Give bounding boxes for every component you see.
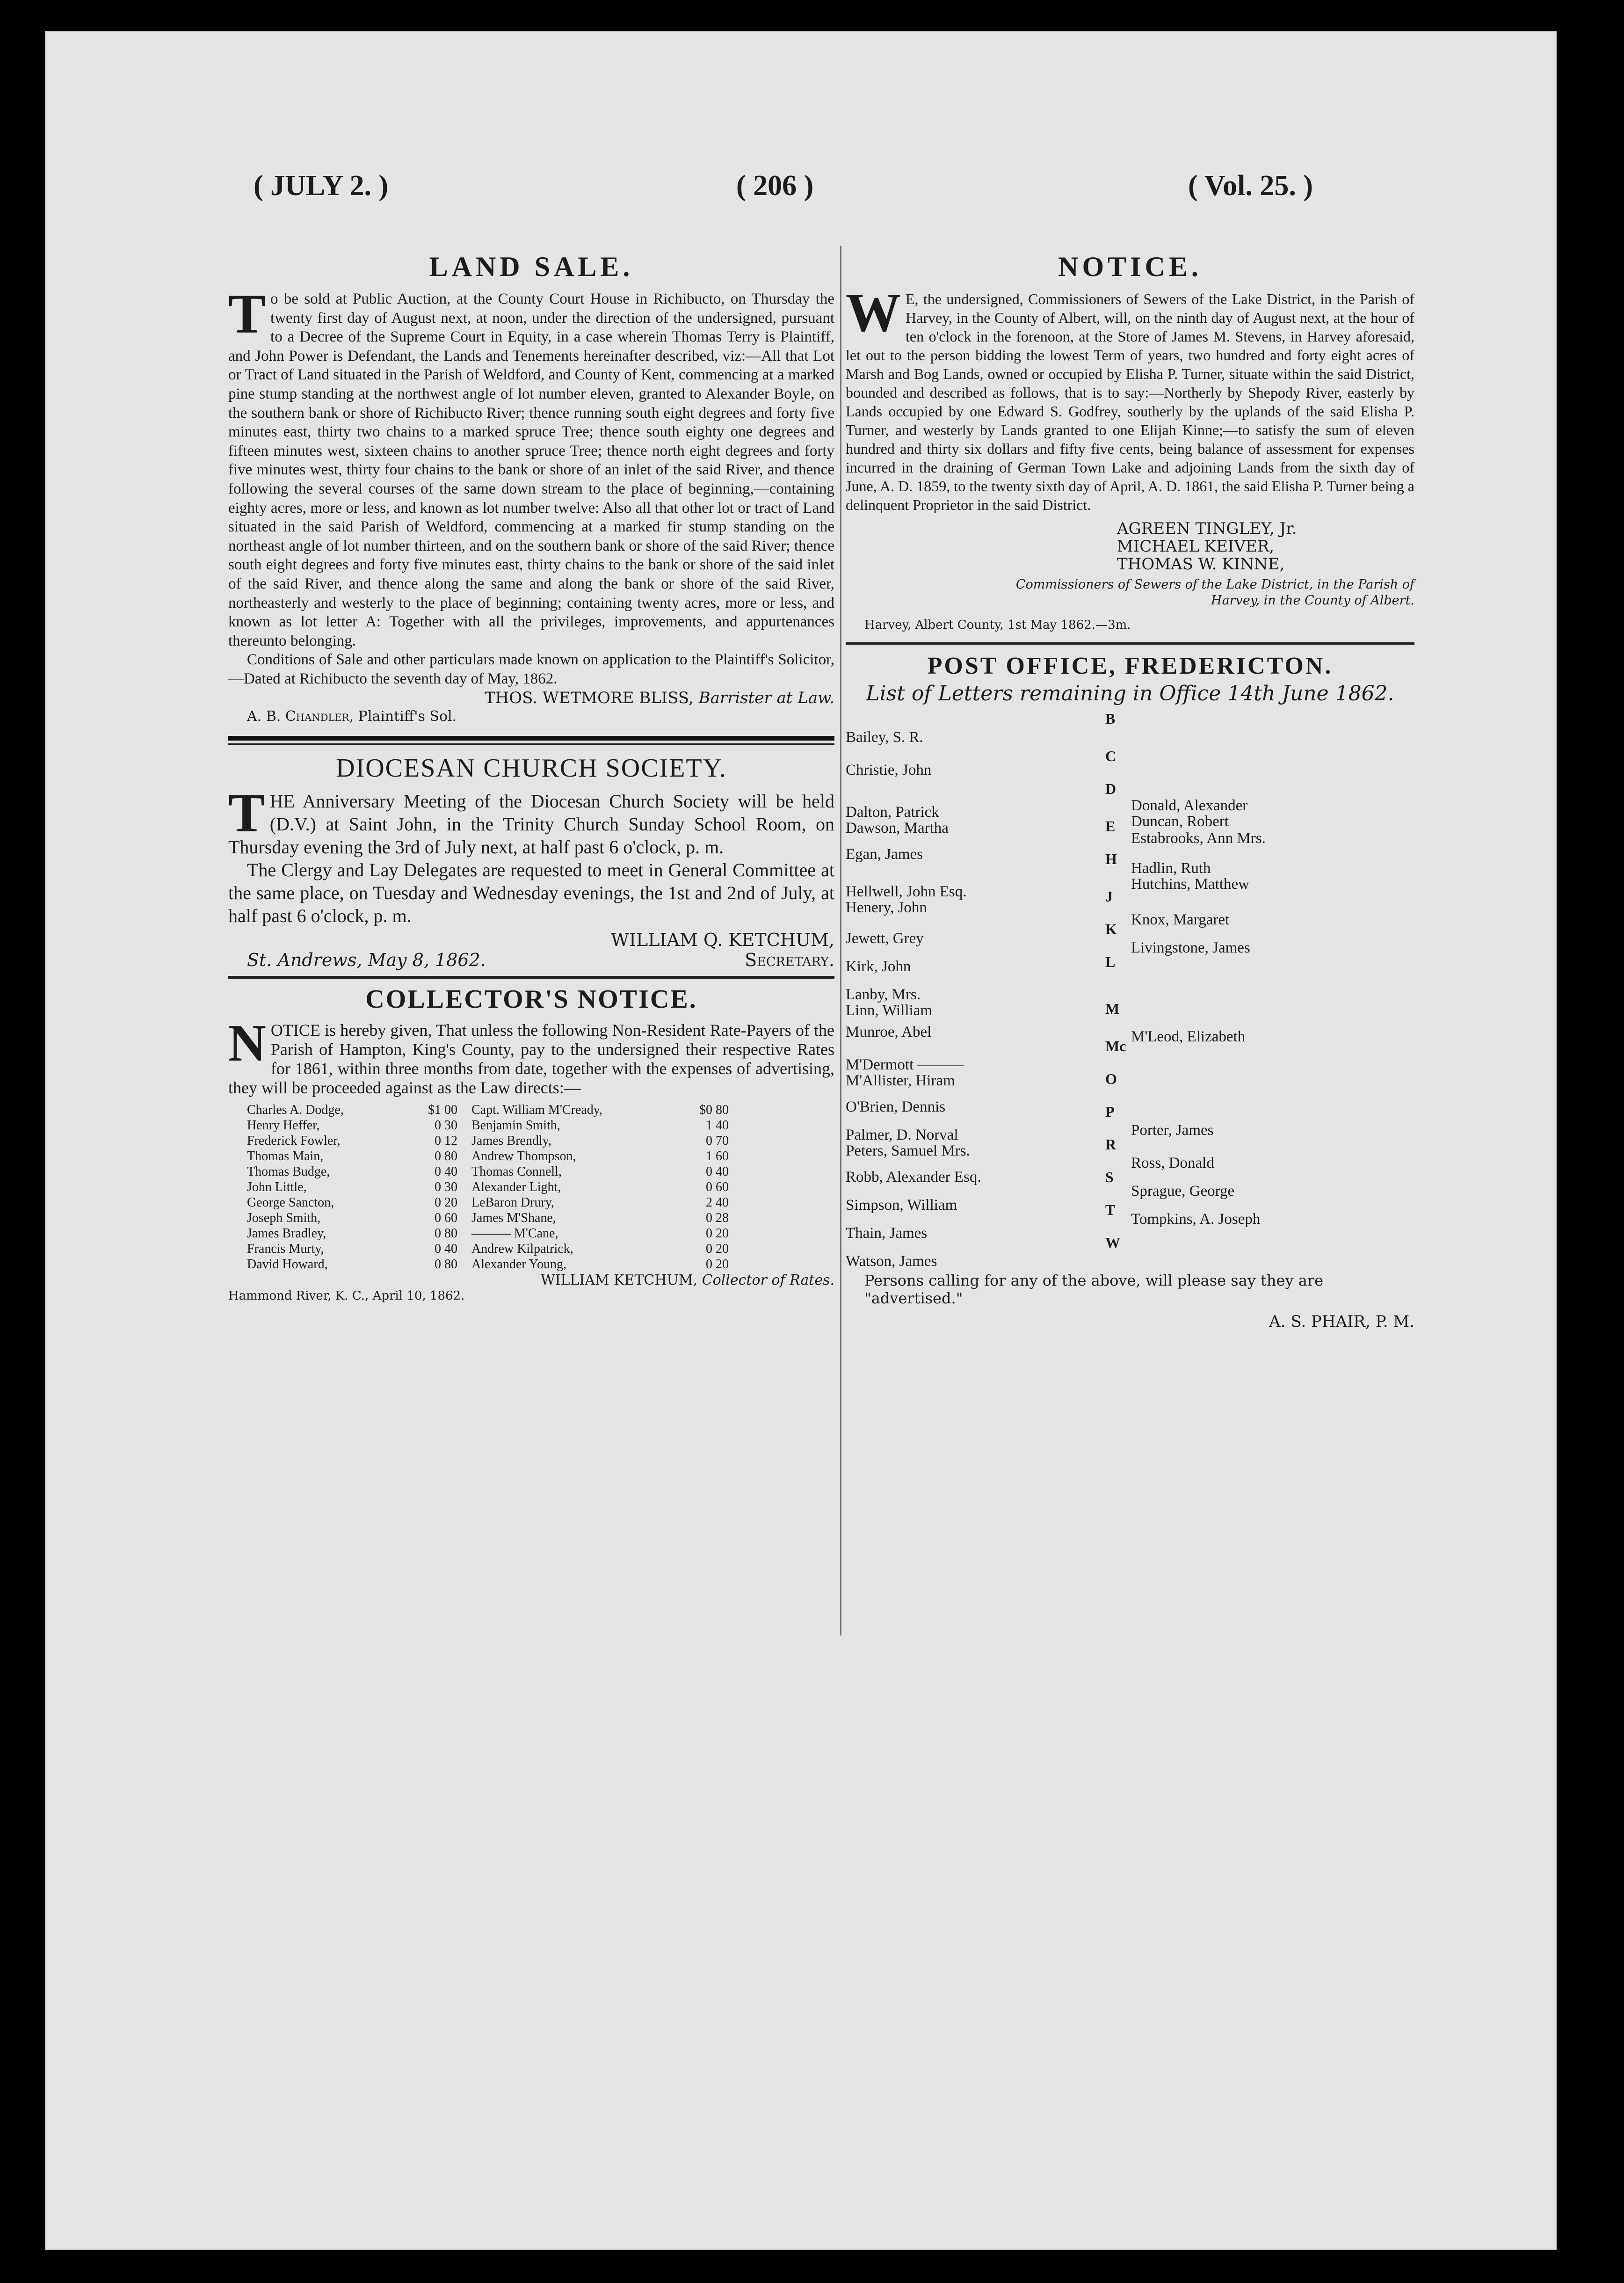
collector-signer: WILLIAM KETCHUM, [540, 1272, 698, 1289]
ratepayer-amount: 0 80 [435, 1149, 457, 1164]
ratepayer-amount: 0 20 [706, 1257, 729, 1272]
ratepayer-amount: 0 80 [435, 1226, 457, 1241]
addressee-name: O'Brien, Dennis [846, 1098, 946, 1115]
diocesan-signer: WILLIAM Q. KETCHUM, [610, 930, 834, 951]
land-sale-signer: THOS. WETMORE BLISS, [484, 689, 694, 708]
ratepayer-name: Andrew Thompson, [471, 1149, 576, 1164]
ratepayer-amount: 0 20 [435, 1195, 457, 1210]
ratepayer-row [247, 1118, 729, 1133]
post-office-section [846, 652, 1414, 1331]
ratepayer-name: David Howard, [247, 1257, 328, 1272]
letter-heading: P [1105, 1103, 1115, 1120]
land-sale-dropcap: T [228, 283, 266, 345]
ratepayer-row [247, 1226, 729, 1241]
ratepayer-name: LeBaron Drury, [471, 1195, 555, 1210]
notice-body: E, the undersigned, Commissioners of Sewers of the Lake District, in the Parish of Harvey, in the County of Albert, will, on the ninth day of August next, at the hour of ten o'clock in the forenoon, at the Store of James M. Stevens, in Harvey aforesaid, let out to the person bidding the lowest Term of years, two hundred and forty eight acres of Marsh and Bog Lands, owned or occupied by Elisha P. Turner, situate within the said District, bounded and described as follows, that is to say:—Northerly by Shepody River, easterly by Lands occupied by one Edward S. Godfrey, southerly by the uplands of the said Elisha P. Turner, and westerly by Lands granted to one Elijah Kinne;—to satisfy the sum of eleven hundred and thirty six dollars and fifty five cents, being balance of assessment for expenses incurred in the draining of German Town Lake and adjoining Lands from the sixth day of June, A. D. 1859, to the twenty sixth day of April, A. D. 1861, the said Elisha P. Turner being a delinquent Proprietor in the said District. [846, 291, 1414, 513]
collector-body: OTICE is hereby given, That unless the following Non-Resident Rate-Payers of the Parish of Hampton, King's County, pay to the undersigned their respective Rates for 1861, within three months from date, together with the expenses of advertising, they will be proceeded against as the Law directs:— [228, 1021, 834, 1098]
header-date: ( JULY 2. ) [254, 170, 389, 202]
addressee-name: Hutchins, Matthew [1131, 876, 1249, 893]
ratepayer-amount: 1 40 [706, 1118, 729, 1133]
letter-heading: M [1105, 1000, 1120, 1017]
land-sale-signer-title: Barrister at Law. [698, 689, 834, 708]
ratepayer-name: Capt. William M'Cready, [471, 1103, 602, 1118]
addressee-name: Porter, James [1131, 1122, 1214, 1139]
addressee-name: Lanby, Mrs. [846, 986, 921, 1003]
section-divider-thin [228, 743, 834, 745]
letter-heading: J [1105, 888, 1113, 905]
ratepayer-amount: 0 70 [706, 1134, 729, 1149]
addressee-name: Sprague, George [1131, 1183, 1235, 1200]
letter-heading: C [1105, 748, 1116, 764]
column-divider [840, 246, 841, 1636]
collector-dropcap: N [228, 1014, 266, 1073]
ratepayer-amount: 0 30 [435, 1180, 457, 1195]
addressee-name: Jewett, Grey [846, 930, 924, 947]
addressee-name: Egan, James [846, 846, 923, 863]
addressee-name: Ross, Donald [1131, 1155, 1214, 1171]
addressee-name: Livingstone, James [1131, 939, 1250, 956]
addressee-name: Munroe, Abel [846, 1024, 932, 1040]
addressee-name: Henery, John [846, 899, 927, 916]
addressee-name: Palmer, D. Norval [846, 1127, 958, 1143]
letter-heading: B [1105, 710, 1116, 727]
addressee-name: M'Allister, Hiram [846, 1072, 955, 1089]
ratepayer-amount: 2 40 [706, 1195, 729, 1210]
notice-dropcap: W [846, 282, 901, 343]
ratepayer-name: James Brendly, [471, 1134, 551, 1149]
addressee-name: M'Leod, Elizabeth [1131, 1028, 1246, 1045]
ratepayer-name: Thomas Main, [247, 1149, 324, 1164]
section-divider [228, 736, 834, 741]
ratepayer-amount: 0 40 [435, 1242, 457, 1257]
addressee-name: Simpson, William [846, 1197, 957, 1214]
ratepayer-name: James Bradley, [247, 1226, 326, 1241]
addressee-name: Duncan, Robert [1131, 813, 1229, 830]
ratepayer-amount: 0 60 [706, 1180, 729, 1195]
addressee-name: Thain, James [846, 1225, 928, 1242]
notice-commission: Commissioners of Sewers of the Lake District, in the Parish of Harvey, in the County of Albert. [1015, 577, 1414, 608]
letter-heading: L [1105, 953, 1116, 970]
notice-signer-2: MICHAEL KEIVER, [1117, 537, 1275, 556]
left-column [228, 251, 834, 1303]
land-sale-title: LAND SALE. [429, 251, 634, 282]
notice-section [846, 251, 1414, 632]
right-column [846, 251, 1414, 1331]
ratepayer-row [247, 1133, 729, 1149]
land-sale-conditions: Conditions of Sale and other particulars made known on application to the Plaintiff's Solicitor,—Dated at Richibucto the seventh day of May, 1862. [228, 651, 834, 687]
newspaper-page [45, 31, 1557, 2250]
diocesan-dropcap: T [228, 782, 265, 844]
ratepayer-row [247, 1149, 729, 1164]
ratepayer-row [247, 1195, 729, 1210]
addressee-name: Estabrooks, Ann Mrs. [1131, 830, 1266, 847]
addressee-name: Dalton, Patrick [846, 804, 939, 821]
ratepayer-name: Andrew Kilpatrick, [471, 1242, 573, 1257]
addressee-name: Kirk, John [846, 958, 911, 975]
land-sale-signature [228, 688, 834, 708]
ratepayer-amount: 0 20 [706, 1226, 729, 1241]
ratepayer-name: Alexander Young, [471, 1257, 566, 1272]
addressee-name: Christie, John [846, 762, 932, 778]
ratepayer-name: James M'Shane, [471, 1211, 556, 1226]
diocesan-place: St. Andrews, May 8, 1862. [247, 950, 486, 971]
ratepayer-row [247, 1257, 729, 1272]
notice-signers [846, 520, 1414, 573]
collector-title: COLLECTOR'S NOTICE. [365, 985, 697, 1014]
ratepayer-amount: 0 40 [435, 1164, 457, 1179]
ratepayer-amount: 0 80 [435, 1257, 457, 1272]
ratepayer-name: Alexander Light, [471, 1180, 561, 1195]
ratepayer-name: John Little, [247, 1180, 307, 1195]
letter-heading: H [1105, 851, 1117, 867]
addressee-name: Bailey, S. R. [846, 729, 923, 746]
addressee-name: Hellwell, John Esq. [846, 883, 967, 900]
addressee-name: Linn, William [846, 1002, 933, 1019]
post-office-signer: A. S. PHAIR, P. M. [1269, 1312, 1414, 1331]
letter-heading: Mc [1105, 1038, 1126, 1054]
addressee-name: Robb, Alexander Esq. [846, 1169, 981, 1185]
ratepayers-table [247, 1102, 729, 1272]
collector-signer-title: Collector of Rates. [702, 1272, 834, 1289]
ratepayer-amount: 0 12 [435, 1134, 457, 1149]
diocesan-body-2: The Clergy and Lay Delegates are requested to meet in General Committee at the same place, on Tuesday and Wednesday evenings, the 1st and 2nd of July, at half past 6 o'clock, p. m. [228, 859, 834, 927]
land-sale-body: o be sold at Public Auction, at the County Court House in Richibucto, on Thursday the twenty first day of August next, at noon, under the direction of the undersigned, pursuant to a Decree of the Supreme Court in Equity, in a case wherein Thomas Terry is Plaintiff, and John Power is Defendant, the Lands and Tenements hereinafter described, viz:—All that Lot or Tract of Land situated in the Parish of Weldford, and County of Kent, commencing at a marked pine stump standing at the northwest angle of lot number eleven, granted to Alexander Boyle, on the southern bank or shore of Richibucto River; thence running south eight degrees and forty five minutes east, thirty two chains to a marked spruce Tree; thence south eighty one degrees and fifteen minutes west, sixteen chains to another spruce Tree; thence north eight degrees and forty five minutes west, thirty four chains to the bank or shore of an inlet of the said River, and thence following the several courses of the same down stream to the place of beginning,—containing eighty acres, more or less, and known as lot number twelve: Also all that other lot or tract of Land situated in the said Parish of Weldford, commencing at a marked fir stump standing on the northeast angle of lot number thirteen, and on the southern bank or shore of the said River; thence south eight degrees and forty five minutes east, thirty chains to the bank or shore of the said inlet of the said River, and thence along the same and along the bank or shore of the said River, northeasterly and westerly to the place of beginning; containing twenty acres, more or less, and known as lot letter A: Together with all the privileges, improvements, and appurtenances thereunto belonging. [228, 291, 834, 649]
ratepayer-amount: 0 60 [435, 1211, 457, 1226]
diocesan-title: DIOCESAN CHURCH SOCIETY. [336, 754, 727, 783]
letter-heading: O [1105, 1070, 1117, 1087]
ratepayer-row [247, 1210, 729, 1226]
letter-heading: D [1105, 780, 1116, 797]
collector-signature [228, 1272, 834, 1289]
ratepayer-name: Francis Murty, [247, 1242, 324, 1257]
diocesan-signer-title: Secretary. [745, 950, 834, 971]
addressee-name: M'Dermott ——— [846, 1056, 964, 1073]
diocesan-body-1: HE Anniversary Meeting of the Diocesan Church Society will be held (D.V.) at Saint John, in the Trinity Church Sunday School Room, on Thursday evening the 3rd of July next, at half past 6 o'clock, p. m. [228, 791, 834, 858]
ratepayer-amount: 0 40 [706, 1164, 729, 1179]
ratepayer-amount: 0 28 [706, 1211, 729, 1226]
ratepayer-name: Benjamin Smith, [471, 1118, 560, 1133]
addressee-name: Tompkins, A. Joseph [1131, 1211, 1261, 1228]
letters-list [846, 710, 1414, 1272]
addressee-name: Peters, Samuel Mrs. [846, 1142, 970, 1159]
addressee-name: Hadlin, Ruth [1131, 860, 1211, 877]
ratepayer-name: Frederick Fowler, [247, 1134, 341, 1149]
ratepayer-name: Joseph Smith, [247, 1211, 321, 1226]
ratepayer-amount: $0 80 [699, 1103, 729, 1118]
post-office-footer: Persons calling for any of the above, will please say they are "advertised." [864, 1272, 1323, 1307]
land-sale-section [228, 251, 834, 726]
header-volume: ( Vol. 25. ) [1188, 170, 1313, 202]
ratepayer-amount: 1 60 [706, 1149, 729, 1164]
section-divider-2 [228, 976, 834, 979]
collector-section [228, 984, 834, 1303]
letter-heading: R [1105, 1136, 1116, 1153]
letter-heading: T [1105, 1201, 1116, 1218]
ratepayer-amount: $1 00 [428, 1103, 457, 1118]
letter-heading: E [1105, 818, 1116, 835]
ratepayer-name: Henry Heffer, [247, 1118, 320, 1133]
land-sale-solicitor [228, 708, 834, 726]
notice-signer-3: THOMAS W. KINNE, [1117, 555, 1285, 574]
collector-place: Hammond River, K. C., April 10, 1862. [228, 1289, 465, 1303]
diocesan-section [228, 753, 834, 970]
section-divider-3 [846, 642, 1414, 645]
post-office-subtitle: List of Letters remaining in Office 14th June 1862. [866, 682, 1394, 705]
ratepayer-row [247, 1164, 729, 1179]
land-sale-sol-title: Plaintiff's Sol. [358, 708, 457, 725]
header-page-number: ( 206 ) [736, 170, 814, 202]
notice-signer-1: AGREEN TINGLEY, Jr. [1117, 519, 1297, 538]
addressee-name: Knox, Margaret [1131, 911, 1230, 928]
ratepayer-name: Charles A. Dodge, [247, 1103, 344, 1118]
addressee-name: Watson, James [846, 1253, 937, 1270]
ratepayer-name: Thomas Connell, [471, 1164, 562, 1179]
letter-heading: W [1105, 1234, 1120, 1251]
land-sale-sol-name: A. B. Chandler, [247, 708, 354, 725]
ratepayer-name: ——— M'Cane, [471, 1226, 558, 1241]
ratepayer-name: Thomas Budge, [247, 1164, 330, 1179]
letter-heading: S [1105, 1169, 1114, 1185]
notice-title: NOTICE. [1058, 251, 1202, 282]
addressee-name: Donald, Alexander [1131, 797, 1248, 814]
ratepayer-row [247, 1102, 729, 1118]
ratepayer-name: George Sancton, [247, 1195, 334, 1210]
ratepayer-row [247, 1179, 729, 1195]
ratepayer-row [247, 1241, 729, 1257]
post-office-title: POST OFFICE, FREDERICTON. [927, 653, 1333, 679]
letter-heading: K [1105, 921, 1117, 938]
diocesan-footer [228, 950, 834, 970]
ratepayer-amount: 0 30 [435, 1118, 457, 1133]
addressee-name: Dawson, Martha [846, 820, 949, 836]
notice-place: Harvey, Albert County, 1st May 1862.—3m. [864, 618, 1131, 632]
ratepayer-amount: 0 20 [706, 1242, 729, 1257]
